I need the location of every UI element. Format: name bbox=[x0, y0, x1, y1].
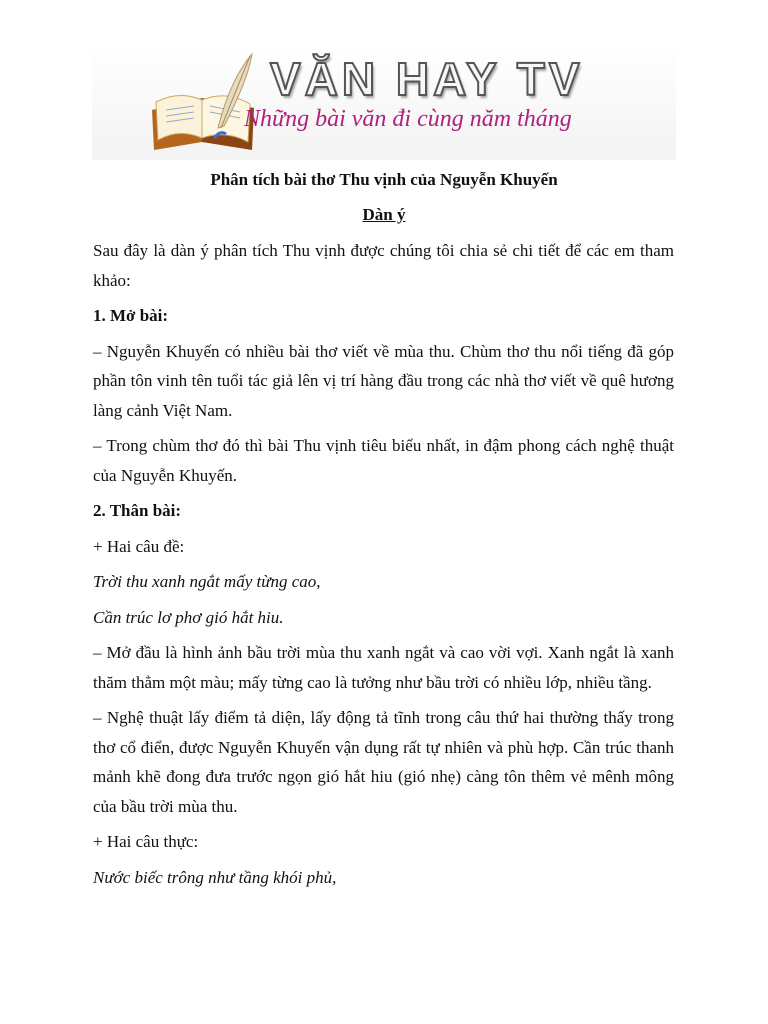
body-paragraph: – Mở đầu là hình ảnh bầu trời mùa thu xanh ngắt và cao vời vợi. Xanh ngắt là xanh thăm thẳm một màu; mấy từng cao là tưởng như bầu trời có nhiều lớp, nhiều tầng. bbox=[93, 643, 674, 692]
body-paragraph: – Nghệ thuật lấy điểm tả diện, lấy động tả tĩnh trong câu thứ hai thường thấy trong thơ cổ điển, được Nguyễn Khuyến vận dụng rất tự nhiên và phù hợp. Cần trúc thanh mảnh khẽ đong đưa trước ngọn gió hắt hiu (gió nhẹ) càng tôn thêm vẻ mênh mông của bầu trời mùa thu. bbox=[93, 708, 674, 816]
poem-line: Cần trúc lơ phơ gió hắt hiu. bbox=[93, 607, 284, 627]
section-heading: 2. Thân bài: bbox=[93, 501, 182, 520]
intro-paragraph: Sau đây là dàn ý phân tích Thu vịnh được chúng tôi chia sẻ chi tiết để các em tham khảo: bbox=[93, 241, 674, 290]
document-subtitle: Dàn ý bbox=[362, 205, 406, 224]
poem-line: Trời thu xanh ngắt mấy từng cao, bbox=[93, 572, 321, 591]
sub-heading: + Hai câu đề: bbox=[93, 536, 185, 556]
brand-title: VĂN HAY TV bbox=[270, 53, 584, 105]
brand-slogan: Những bài văn đi cùng năm tháng bbox=[244, 106, 572, 132]
document-title: Phân tích bài thơ Thu vịnh của Nguyễn Khuyến bbox=[210, 170, 558, 189]
body-paragraph: – Nguyễn Khuyến có nhiều bài thơ viết về mùa thu. Chùm thơ thu nổi tiếng đã góp phần tôn vinh tên tuổi tác giả lên vị trí hàng đầu trong các nhà thơ viết về quê hương làng cảnh Việt Nam. bbox=[93, 341, 674, 420]
site-banner bbox=[92, 44, 676, 160]
section-heading: 1. Mở bài: bbox=[93, 306, 169, 325]
book-quill-logo-icon bbox=[144, 50, 264, 150]
document-body bbox=[93, 236, 674, 898]
sub-heading: + Hai câu thực: bbox=[93, 832, 199, 851]
poem-line: Nước biếc trông như tầng khói phủ, bbox=[93, 867, 337, 887]
body-paragraph: – Trong chùm thơ đó thì bài Thu vịnh tiêu biểu nhất, in đậm phong cách nghệ thuật của Nguyễn Khuyến. bbox=[93, 436, 674, 485]
